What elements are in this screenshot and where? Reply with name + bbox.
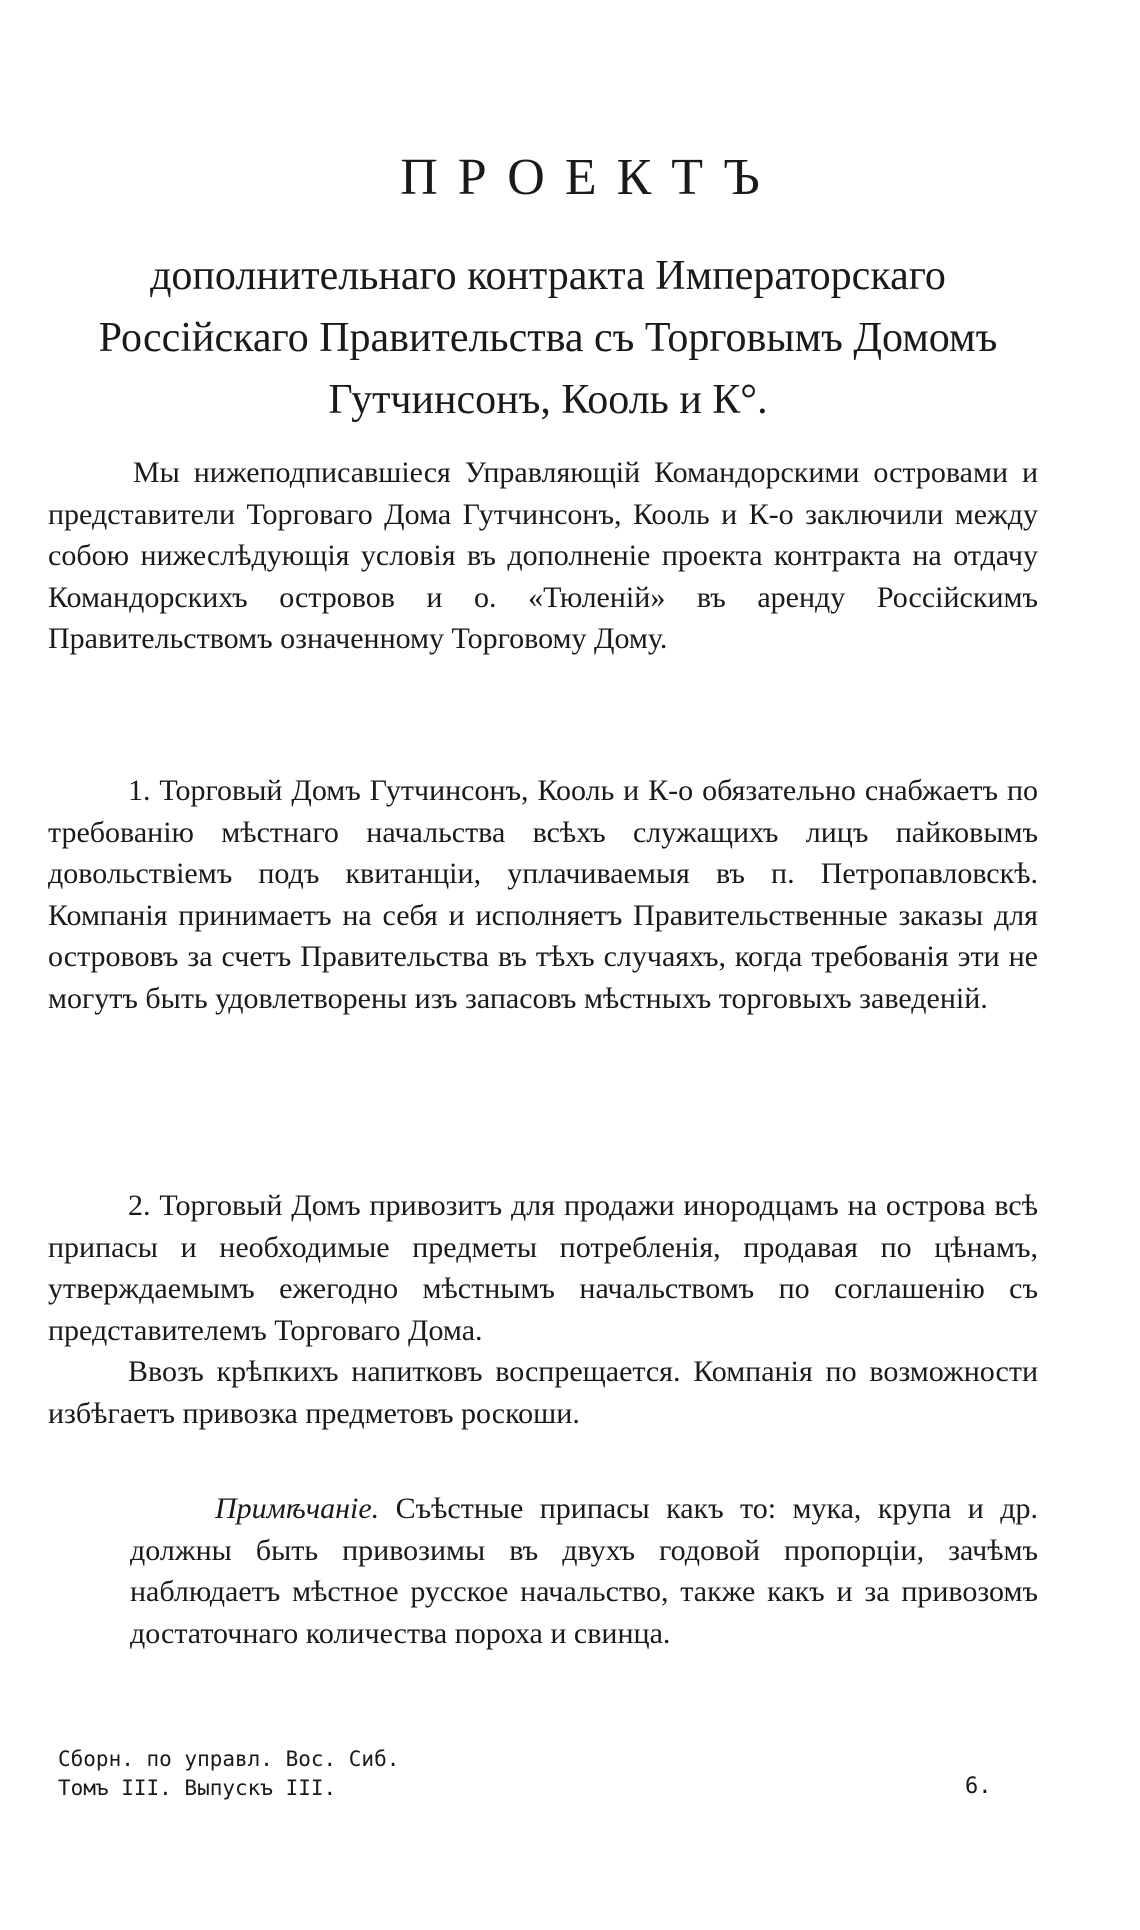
clause-1: 1. Торговый Домъ Гутчинсонъ, Кооль и К-о обязательно снабжаетъ по требованію мѣстнаго начальства всѣхъ служащихъ лицъ пайковымъ довольствіемъ подъ квитанціи, уплачиваемыя въ п. Петропавловскѣ. Компанія принимаетъ на себя и исполняетъ Правительственные заказы для острововъ за счетъ Правительства въ тѣхъ случаяхъ, когда требованія эти не могутъ быть удовлетворены изъ запасовъ мѣстныхъ торговыхъ заведеній.: [48, 774, 1038, 1015]
clause-2: 2. Торговый Домъ привозитъ для продажи инородцамъ на острова всѣ припасы и необходимые предметы потребленія, продавая по цѣнамъ, утверждаемымъ ежегодно мѣстнымъ начальствомъ по соглашенію съ представителемъ Торговаго Дома.: [48, 1189, 1038, 1347]
subtitle-line-1: дополнительнаго контракта Императорскаго: [150, 253, 946, 299]
footer-line-1: Сборн. по управл. Вос. Сиб.: [58, 1747, 400, 1771]
document-title: ПРОЕКТЪ: [400, 149, 780, 206]
note-text: Съѣстные припасы какъ то: мука, крупа и др. должны быть привозимы въ двухъ годовой пропорціи, зачѣмъ наблюдаетъ мѣстное русское начальство, также какъ и за привозомъ достаточнаго количества пороха и свинца.: [130, 1492, 1038, 1650]
subtitle-line-2: Россійскаго Правительства съ Торговымъ Домомъ: [98, 315, 998, 361]
note-paragraph: [130, 1488, 1038, 1654]
page-signature: 6.: [965, 1774, 992, 1799]
intro-paragraph-block: [48, 452, 1038, 660]
note-label: Примѣчаніе.: [215, 1492, 380, 1525]
footer-line-2: Томъ III. Выпускъ III.: [58, 1776, 337, 1800]
intro-paragraph: Мы нижеподписавшіеся Управляющій Командорскими островами и представители Торговаго Дома Гутчинсонъ, Кооль и К-о заключили между собою нижеслѣдующія условія въ дополненіе проекта контракта на отдачу Командорскихъ островов и о. «Тюленій» въ аренду Россійскимъ Правительствомъ означенному Торговому Дому.: [48, 456, 1038, 655]
note-block: [130, 1488, 1038, 1654]
subtitle-line-3: Гутчинсонъ, Кооль и К°.: [328, 377, 768, 423]
clause-1-block: [48, 770, 1038, 1019]
clause-2-block: [48, 1185, 1038, 1434]
footer-citation: [58, 1745, 399, 1803]
document-subtitle: [48, 245, 1048, 431]
clause-2-continuation: Ввозъ крѣпкихъ напитковъ воспрещается. Компанія по возможности избѣгаетъ привозка предметовъ роскоши.: [48, 1355, 1038, 1430]
